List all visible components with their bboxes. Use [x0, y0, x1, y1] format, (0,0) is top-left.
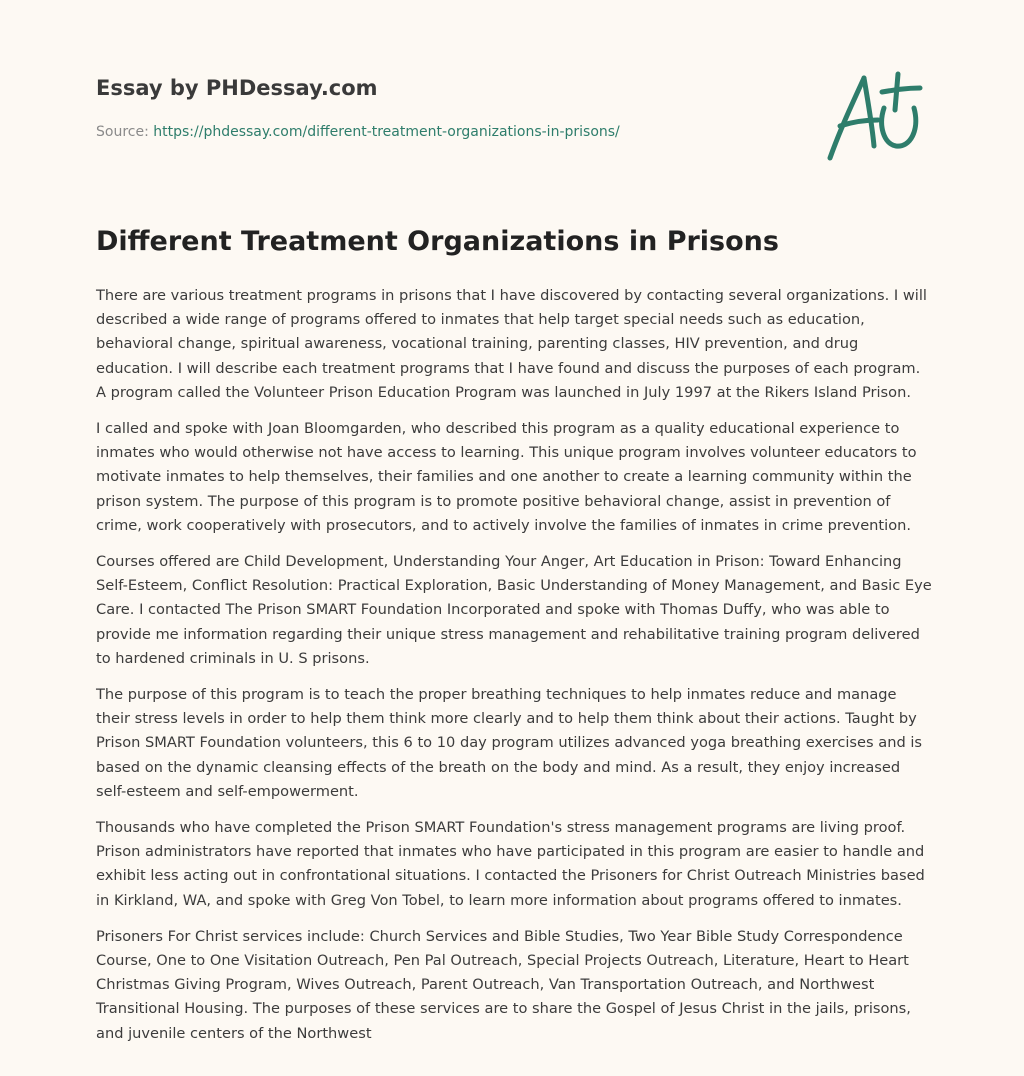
a-plus-logo-icon	[826, 68, 928, 164]
essay-paragraph: The purpose of this program is to teach the proper breathing techniques to help inmates reduce and manage their stress levels in order to help them think more clearly and to help them think about their actions. Taught by Prison SMART Foundation volunteers, this 6 to 10 day program utilizes advanced yoga breathing exercises and is based on the dynamic cleansing effects of the breath on the body and mind. As a result, they enjoy increased self-esteem and self-empowerment.	[96, 686, 923, 800]
essay-paragraph: Prisoners For Christ services include: Church Services and Bible Studies, Two Year Bible Study Correspondence Course, One to One Visitation Outreach, Pen Pal Outreach, Special Projects Outreach, Literature, Heart to Heart Christmas Giving Program, Wives Outreach, Parent Outreach, Van Transportation Outreach, and Northwest Transitional Housing. The purposes of these services are to share the Gospel of Jesus Christ in the jails, prisons, and juvenile centers of the Northwest	[96, 927, 911, 1042]
essay-paragraph: I called and spoke with Joan Bloomgarden, who described this program as a quality educational experience to inmates who would otherwise not have access to learning. This unique program involves volunteer educators to motivate inmates to help themselves, their families and one another to create a learning community within the prison system. The purpose of this program is to promote positive behavioral change, assist in prevention of crime, work cooperatively with prosecutors, and to actively involve the families of inmates in crime prevention.	[96, 420, 917, 534]
essay-paragraph: There are various treatment programs in prisons that I have discovered by contacting several organizations. I will described a wide range of programs offered to inmates that help target special needs such as education, behavioral change, spiritual awareness, vocational training, parenting classes, HIV prevention, and drug education. I will describe each treatment programs that I have found and discuss the purposes of each program. A program called the Volunteer Prison Education Program was launched in July 1997 at the Rikers Island Prison.	[96, 287, 927, 401]
source-link[interactable]: https://phdessay.com/different-treatment-organizations-in-prisons/	[153, 124, 620, 140]
essay-paragraph: Courses offered are Child Development, Understanding Your Anger, Art Education in Prison: Toward Enhancing Self-Esteem, Conflict Resolution: Practical Exploration, Basic Understanding of Money Management, and Basic Eye Care. I contacted The Prison SMART Foundation Incorporated and spoke with Thomas Duffy, who was able to provide me information regarding their unique stress management and rehabilitative training program delivered to hardened criminals in U. S prisons.	[96, 553, 932, 667]
source-line	[96, 124, 620, 140]
essay-paragraph: Thousands who have completed the Prison SMART Foundation's stress management programs are living proof. Prison administrators have reported that inmates who have participated in this program are easier to handle and exhibit less acting out in confrontational situations. I contacted the Prisoners for Christ Outreach Ministries based in Kirkland, WA, and spoke with Greg Von Tobel, to learn more information about programs offered to inmates.	[96, 819, 925, 909]
essay-body	[96, 284, 932, 1058]
site-brand: Essay by PHDessay.com	[96, 76, 378, 100]
source-label: Source:	[96, 124, 149, 140]
essay-title: Different Treatment Organizations in Prisons	[96, 226, 779, 257]
